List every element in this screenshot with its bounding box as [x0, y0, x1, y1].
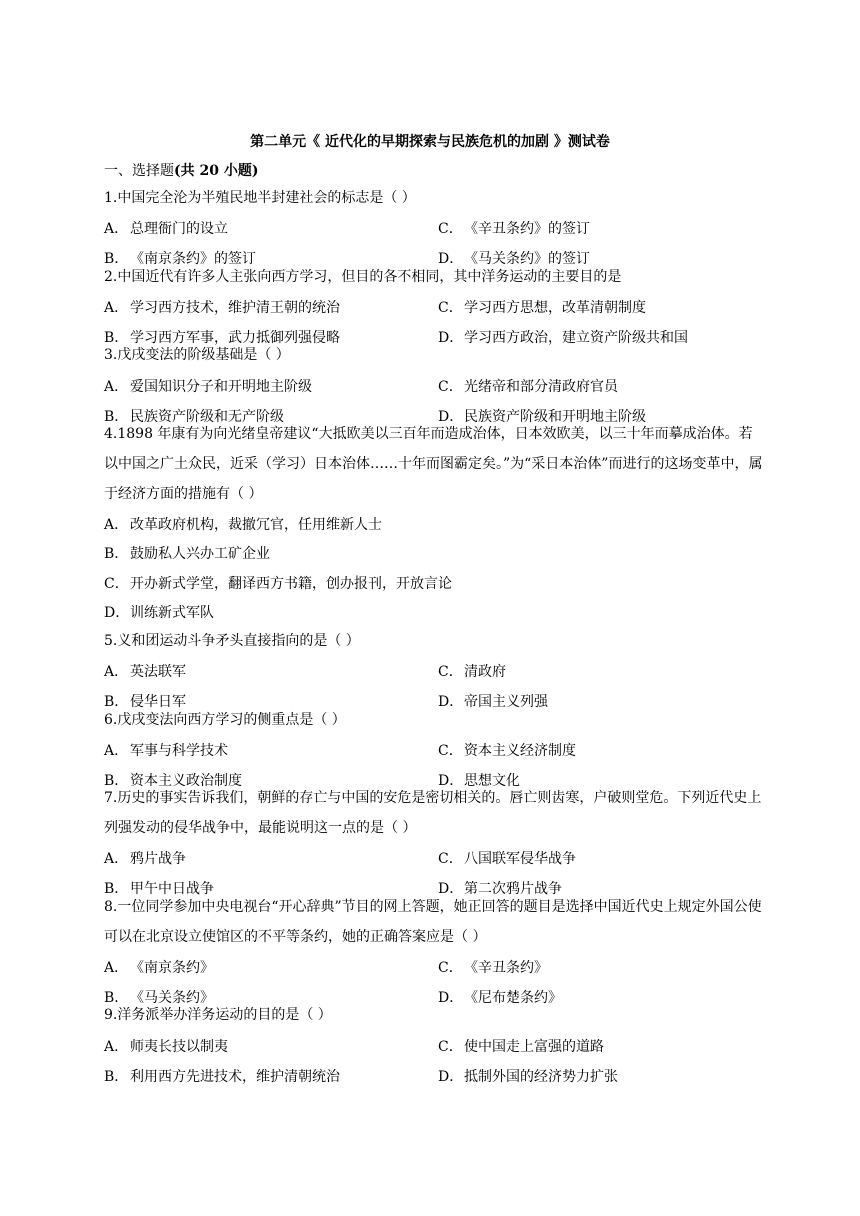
option-c	[438, 218, 590, 238]
question-1-stem: 1.中国完全沦为半殖民地半封建社会的标志是（ ）	[104, 190, 416, 206]
option-text: 资本主义政治制度	[130, 773, 242, 789]
option-letter: A．	[104, 517, 129, 533]
option-text: 第二次鸦片战争	[464, 881, 562, 897]
option-letter: C．	[438, 1039, 463, 1055]
option-text: 八国联军侵华战争	[464, 851, 576, 867]
option-letter: C．	[438, 221, 463, 237]
option-letter: A．	[104, 221, 129, 237]
option-c	[438, 1036, 604, 1056]
option-text: 光绪帝和部分清政府官员	[464, 379, 618, 395]
option-a	[104, 297, 340, 317]
section-heading	[104, 160, 258, 180]
option-c	[104, 573, 452, 593]
question-9-stem: 9.洋务派举办洋务运动的目的是（ ）	[104, 1007, 332, 1023]
option-text: 《尼布楚条约》	[464, 990, 562, 1006]
option-letter: B．	[104, 773, 129, 789]
option-text: 《南京条约》的签订	[130, 251, 256, 267]
option-a	[104, 218, 228, 238]
option-text: 抵制外国的经济势力扩张	[464, 1069, 618, 1085]
option-c	[438, 376, 618, 396]
option-letter: B．	[104, 990, 129, 1006]
option-letter: B．	[104, 881, 129, 897]
option-text: 学习西方政治，建立资产阶级共和国	[464, 330, 688, 346]
option-c	[438, 661, 506, 681]
option-text: 《南京条约》	[130, 960, 214, 976]
option-text: 学习西方军事，武力抵御列强侵略	[130, 330, 340, 346]
option-d	[104, 602, 214, 622]
option-letter: B．	[104, 409, 129, 425]
option-a	[104, 740, 228, 760]
option-c	[438, 297, 646, 317]
question-3-stem: 3.戊戌变法的阶级基础是（ ）	[104, 347, 290, 363]
option-text: 民族资产阶级和无产阶级	[130, 409, 284, 425]
option-text: 军事与科学技术	[130, 743, 228, 759]
option-a	[104, 1036, 228, 1056]
option-letter: D．	[438, 773, 464, 789]
option-text: 鼓励私人兴办工矿企业	[130, 546, 270, 562]
option-letter: C．	[438, 960, 463, 976]
question-4-stem: 4.1898 年康有为向光绪皇帝建议“大抵欧美以三百年而造成治体，日本效欧美，以三十年而摹成治体。若以中国之广土众民，近采（学习）日本治体……十年而图霸定矣。”为“采日本治体”而进行的这场变革中，属于经济方面的措施有（ ）	[104, 426, 763, 502]
option-a	[104, 661, 186, 681]
option-letter: C．	[438, 851, 463, 867]
option-text: 民族资产阶级和开明地主阶级	[464, 409, 646, 425]
option-letter: D．	[438, 251, 464, 267]
option-text: 侵华日军	[130, 694, 186, 710]
option-letter: B．	[104, 251, 129, 267]
option-b	[104, 543, 270, 563]
option-c	[438, 848, 576, 868]
option-letter: D．	[438, 694, 464, 710]
option-letter: C．	[438, 379, 463, 395]
option-letter: C．	[104, 576, 129, 592]
option-a	[104, 957, 214, 977]
option-letter: A．	[104, 664, 129, 680]
exam-title: 第二单元《 近代化的早期探索与民族危机的加剧 》测试卷	[250, 134, 610, 150]
option-c	[438, 957, 548, 977]
option-letter: D．	[438, 881, 464, 897]
option-text: 英法联军	[130, 664, 186, 680]
option-letter: A．	[104, 300, 129, 316]
option-text: 爱国知识分子和开明地主阶级	[130, 379, 312, 395]
option-letter: C．	[438, 743, 463, 759]
option-letter: D．	[438, 1069, 464, 1085]
option-letter: A．	[104, 743, 129, 759]
option-text: 《辛丑条约》	[464, 960, 548, 976]
option-letter: A．	[104, 960, 129, 976]
question-6-stem: 6.戊戌变法向西方学习的侧重点是（ ）	[104, 712, 346, 728]
option-text: 鸦片战争	[130, 851, 186, 867]
option-letter: B．	[104, 546, 129, 562]
option-text: 甲午中日战争	[130, 881, 214, 897]
option-letter: C．	[438, 664, 463, 680]
option-text: 《马关条约》	[130, 990, 214, 1006]
option-text: 《辛丑条约》的签订	[464, 221, 590, 237]
option-letter: B．	[104, 694, 129, 710]
option-a	[104, 514, 382, 534]
option-letter: B．	[104, 330, 129, 346]
option-letter: C．	[438, 300, 463, 316]
question-5-stem: 5.义和团运动斗争矛头直接指向的是（ ）	[104, 633, 360, 649]
question-8-stem: 8.一位同学参加中央电视台“开心辞典”节目的网上答题，她正回答的题目是选择中国近代史上规定外国公使可以在北京设立使馆区的不平等条约，她的正确答案应是（ ）	[104, 899, 762, 945]
option-text: 开办新式学堂，翻译西方书籍，创办报刊，开放言论	[130, 576, 452, 592]
question-2-stem: 2.中国近代有许多人主张向西方学习，但目的各不相同，其中洋务运动的主要目的是	[104, 269, 622, 285]
option-text: 《马关条约》的签订	[464, 251, 590, 267]
option-d	[438, 1066, 618, 1086]
option-text: 使中国走上富强的道路	[464, 1039, 604, 1055]
option-a	[104, 376, 312, 396]
option-a	[104, 848, 186, 868]
option-c	[438, 740, 576, 760]
section-prefix: 一、选择题	[104, 163, 174, 179]
option-letter: D．	[438, 409, 464, 425]
option-letter: B．	[104, 1069, 129, 1085]
option-letter: A．	[104, 851, 129, 867]
option-text: 改革政府机构，裁撤冗官，任用维新人士	[130, 517, 382, 533]
option-text: 总理衙门的设立	[130, 221, 228, 237]
question-7-stem: 7.历史的事实告诉我们，朝鲜的存亡与中国的安危是密切相关的。唇亡则齿寒，户破则堂危。下列近代史上列强发动的侵华战争中，最能说明这一点的是（ ）	[104, 790, 762, 836]
option-letter: A．	[104, 379, 129, 395]
option-text: 资本主义经济制度	[464, 743, 576, 759]
option-b	[104, 1066, 340, 1086]
option-text: 清政府	[464, 664, 506, 680]
option-letter: D．	[438, 990, 464, 1006]
option-letter: D．	[104, 605, 130, 621]
option-text: 思想文化	[464, 773, 520, 789]
option-letter: A．	[104, 1039, 129, 1055]
option-text: 学习西方技术，维护清王朝的统治	[130, 300, 340, 316]
option-text: 帝国主义列强	[464, 694, 548, 710]
option-text: 利用西方先进技术，维护清朝统治	[130, 1069, 340, 1085]
option-text: 训练新式军队	[130, 605, 214, 621]
section-count: (共 20 小题)	[174, 163, 259, 179]
option-text: 师夷长技以制夷	[130, 1039, 228, 1055]
option-letter: D．	[438, 330, 464, 346]
option-text: 学习西方思想，改革清朝制度	[464, 300, 646, 316]
